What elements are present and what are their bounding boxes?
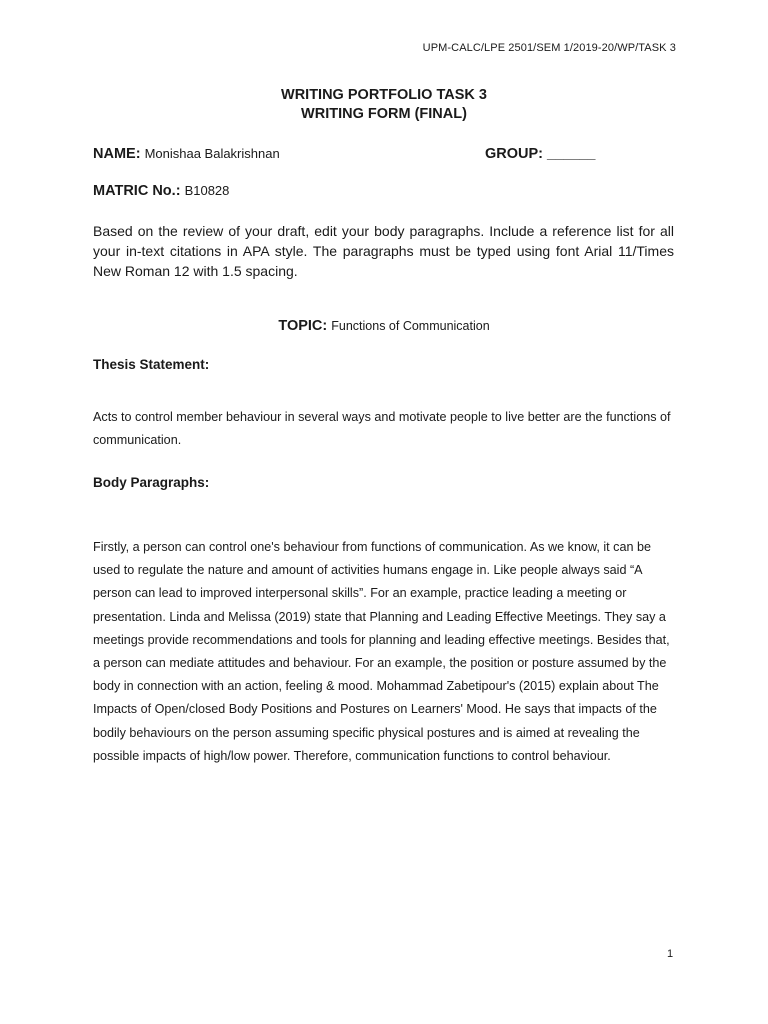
matric-label: MATRIC No.: xyxy=(93,183,181,199)
topic-value: Functions of Communication xyxy=(331,319,490,333)
document-code-header: UPM-CALC/LPE 2501/SEM 1/2019-20/WP/TASK 3 xyxy=(422,42,676,54)
body-heading: Body Paragraphs: xyxy=(93,475,210,490)
matric-value: B10828 xyxy=(184,183,230,198)
document-subtitle: WRITING FORM (FINAL) xyxy=(301,106,467,122)
document-title: WRITING PORTFOLIO TASK 3 xyxy=(281,87,487,103)
thesis-heading: Thesis Statement: xyxy=(93,357,210,372)
body-paragraph: Firstly, a person can control one's behaviour from functions of communication. As we know, it can be used to regulate the nature and amount of activities humans engage in. Like people always said “A person can lead to improved interpersonal skills”. For an example, practice leading a meeting or presentation. Linda and Melissa (2019) state that Planning and Leading Effective Meetings. They say a meetings provide recommendations and tools for planning and leading effective meetings. Besides that, a person can mediate attitudes and behaviour. For an example, the position or posture assumed by the body in connection with an action, feeling & mood. Mohammad Zabetipour's (2015) explain about The Impacts of Open/closed Body Positions and Postures on Learners' Mood. He says that impacts of the bodily behaviours on the person assuming specific physical postures and is aimed at revealing the possible impacts of high/low power. Therefore, communication functions to control behaviour. xyxy=(93,540,670,763)
topic-line xyxy=(0,318,768,334)
thesis-text: Acts to control member behaviour in several ways and motivate people to live better are the functions of communication. xyxy=(93,410,671,448)
group-field: GROUP: ______ xyxy=(485,146,596,162)
matric-field xyxy=(93,183,229,199)
instructions-paragraph: Based on the review of your draft, edit your body paragraphs. Include a reference list for all your in-text citations in APA style. The paragraphs must be typed using font Arial 11/Times New Roman 12 with 1.5 spacing. xyxy=(93,223,674,279)
page-number: 1 xyxy=(667,948,674,960)
name-field xyxy=(93,146,280,162)
topic-label: TOPIC: xyxy=(278,318,328,334)
name-value: Monishaa Balakrishnan xyxy=(144,146,280,161)
name-label: NAME: xyxy=(93,146,141,162)
